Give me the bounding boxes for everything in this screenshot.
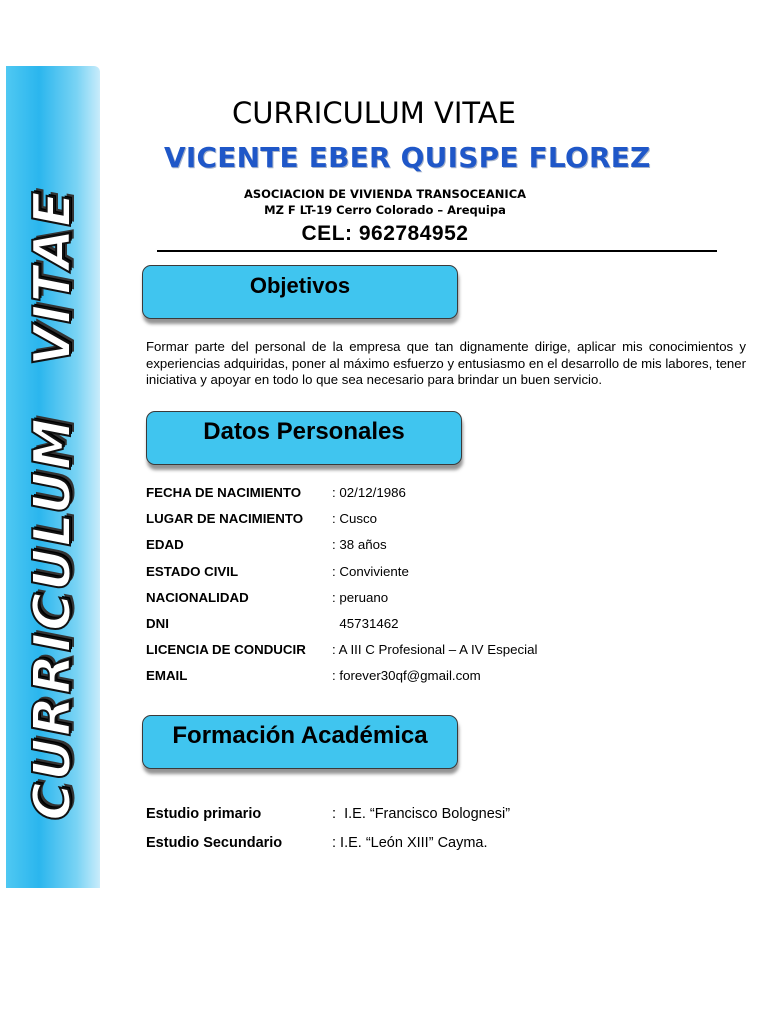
field-label: NACIONALIDAD xyxy=(146,589,249,605)
personal-row-birth-date xyxy=(146,485,746,511)
personal-row-email xyxy=(146,668,746,694)
header-divider xyxy=(157,250,717,252)
personal-row-civil-status xyxy=(146,564,746,590)
objective-paragraph: Formar parte del personal de la empresa que tan dignamente dirige, aplicar mis conocimientos y experiencias adquiridas, poner al máximo esfuerzo y entusiasmo en el desarrollo de mis labores, tener iniciativa y apoyar en todo lo que sea necesario para brindar un buen servicio. xyxy=(146,339,746,387)
phone-number: CEL: 962784952 xyxy=(301,222,469,245)
field-label: FECHA DE NACIMIENTO xyxy=(146,485,302,500)
field-value: : I.E. “Francisco Bolognesi” xyxy=(332,806,511,822)
section-heading-personal-data: Datos Personales xyxy=(146,411,462,465)
field-value: : Cusco xyxy=(332,511,378,527)
field-label: DNI xyxy=(146,615,169,631)
field-label: EMAIL xyxy=(146,668,188,684)
field-value: : A III C Profesional – A IV Especial xyxy=(332,642,538,658)
document-title: CURRICULUM VITAE xyxy=(232,96,516,130)
personal-row-nationality xyxy=(146,590,746,616)
personal-row-age xyxy=(146,537,746,563)
personal-row-dni xyxy=(146,616,746,642)
personal-data-list xyxy=(146,485,746,695)
address-line-2: MZ F LT-19 Cerro Colorado – Arequipa xyxy=(264,203,506,217)
candidate-name: VICENTE EBER QUISPE FLOREZ xyxy=(164,141,651,174)
personal-row-driver-license xyxy=(146,642,746,668)
field-value: : I.E. “León XIII” Cayma. xyxy=(332,835,488,851)
field-value: 45731462 xyxy=(332,615,399,631)
field-label: Estudio primario xyxy=(146,806,262,822)
field-value: : Conviviente xyxy=(332,563,409,579)
field-value: : 38 años xyxy=(332,537,387,553)
field-label: LICENCIA DE CONDUCIR xyxy=(146,642,306,658)
side-banner-text: CURRICULUM VITAE xyxy=(23,189,83,821)
field-label: Estudio Secundario xyxy=(146,835,283,851)
field-value: : 02/12/1986 xyxy=(332,485,406,500)
address-line-1: ASOCIACION DE VIVIENDA TRANSOCEANICA xyxy=(243,187,527,201)
field-label: EDAD xyxy=(146,537,184,553)
section-heading-objectives: Objetivos xyxy=(142,265,458,319)
personal-row-birth-place xyxy=(146,511,746,537)
section-heading-education: Formación Académica xyxy=(142,715,458,769)
field-label: ESTADO CIVIL xyxy=(146,563,239,579)
field-value: : peruano xyxy=(332,589,389,605)
field-value: : forever30qf@gmail.com xyxy=(332,668,481,684)
field-label: LUGAR DE NACIMIENTO xyxy=(146,511,304,527)
